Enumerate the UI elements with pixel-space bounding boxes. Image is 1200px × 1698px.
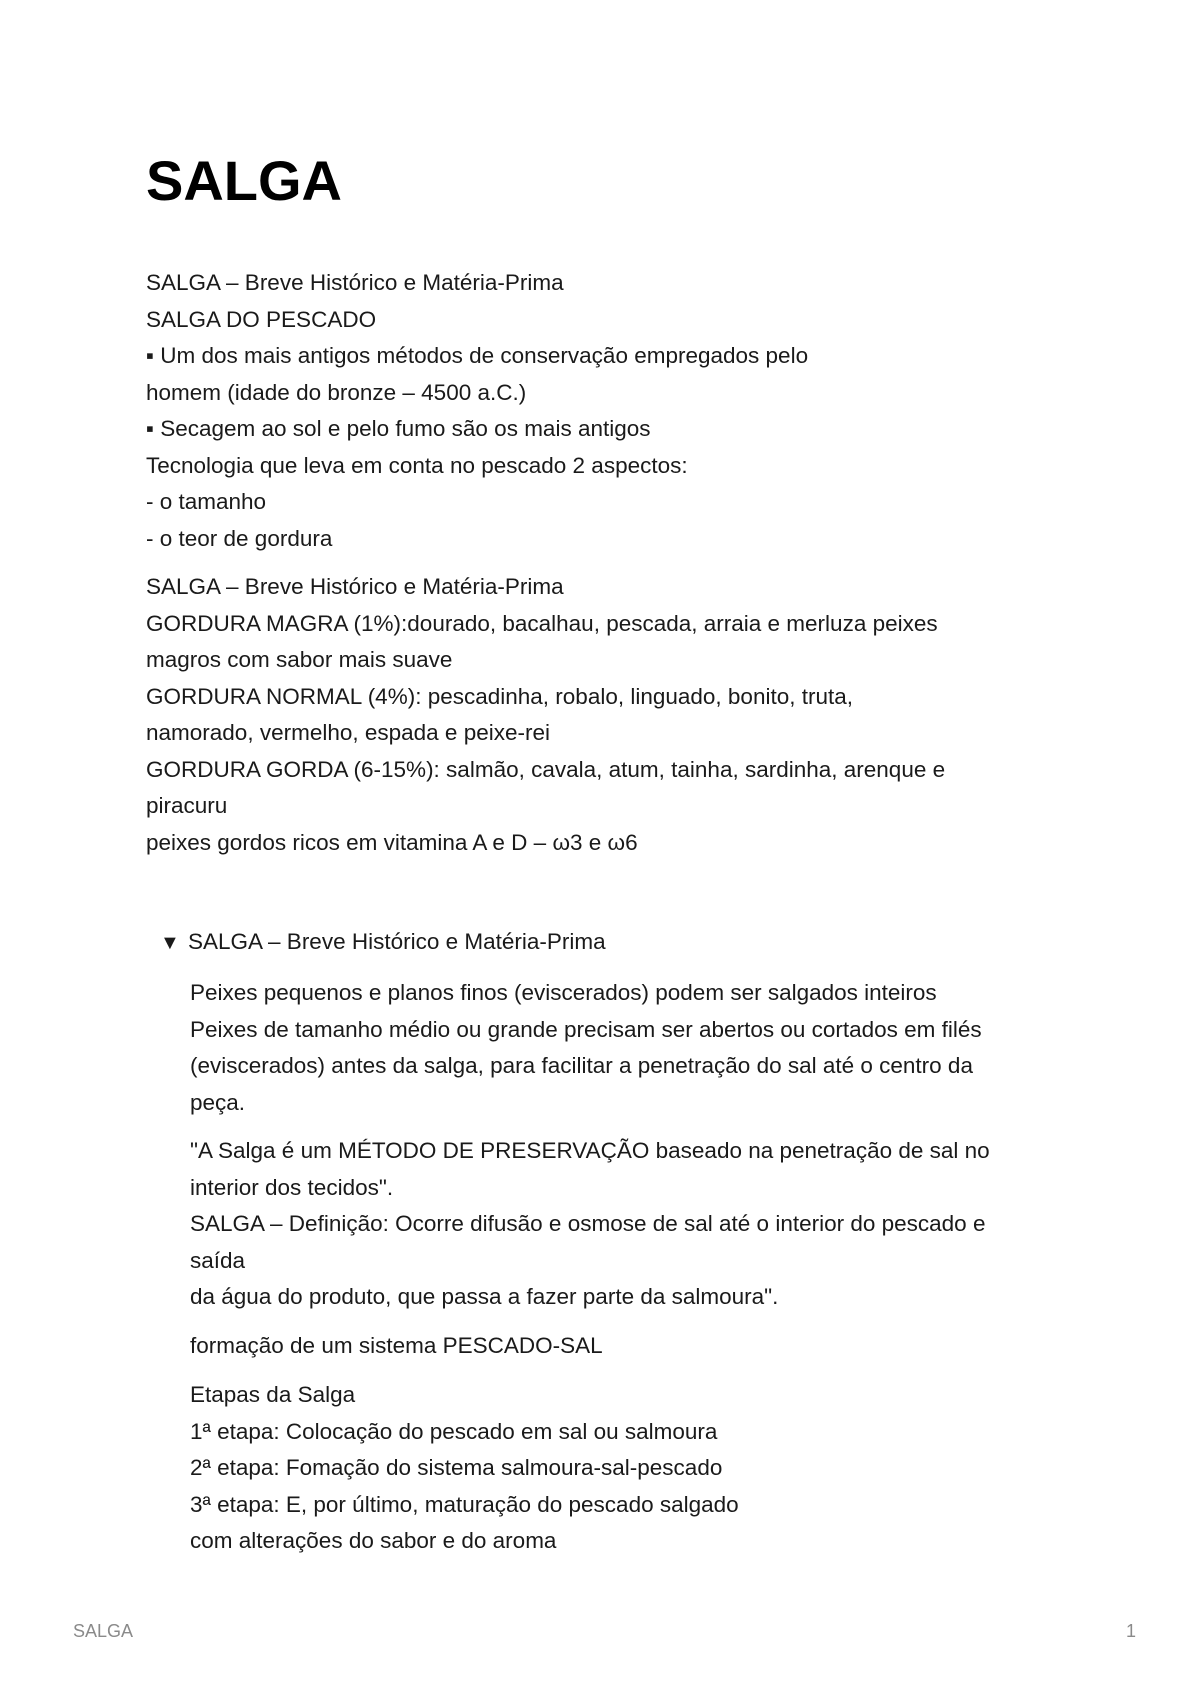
paragraph-text: (eviscerados) antes da salga, para facilitar a penetração do sal até o centro da <box>190 1053 973 1078</box>
paragraph-text: magros com sabor mais suave <box>146 647 453 672</box>
list-item: 1ª etapa: Colocação do pescado em sal ou salmoura <box>190 1418 718 1444</box>
bullet-text: homem (idade do bronze – 4500 a.C.) <box>146 379 527 405</box>
list-item: - o teor de gordura <box>146 525 333 551</box>
list-item: com alterações do sabor e do aroma <box>190 1528 557 1553</box>
paragraph-text: interior dos tecidos". <box>190 1174 394 1200</box>
toggle-heading: SALGA – Breve Histórico e Matéria-Prima <box>188 929 606 954</box>
salting-stages-list <box>190 1377 1080 1560</box>
triangle-down-icon[interactable]: ▼ <box>160 932 180 954</box>
toggle-paragraph <box>190 1133 1080 1316</box>
fat-content-section <box>146 569 1076 861</box>
page-number: 1 <box>1125 1621 1136 1641</box>
paragraph-text: peixes gordos ricos em vitamina A e D – ω3 e ω6 <box>146 829 638 855</box>
paragraph-text: GORDURA NORMAL (4%): pescadinha, robalo, linguado, bonito, truta, <box>146 683 854 709</box>
footer-title: SALGA <box>73 1621 134 1641</box>
paragraph-text: Peixes de tamanho médio ou grande precisam ser abertos ou cortados em filés <box>190 1016 982 1042</box>
section-heading: SALGA – Breve Histórico e Matéria-Prima <box>146 574 564 599</box>
paragraph-text: Tecnologia que leva em conta no pescado 2 aspectos: <box>146 452 688 478</box>
paragraph-text: SALGA – Definição: Ocorre difusão e osmose de sal até o interior do pescado e <box>190 1211 986 1236</box>
list-item: - o tamanho <box>146 489 267 514</box>
toggle-paragraph <box>190 975 1080 1121</box>
paragraph-text: GORDURA GORDA (6-15%): salmão, cavala, atum, tainha, sardinha, arenque e <box>146 756 946 782</box>
paragraph-text: peça. <box>190 1089 246 1115</box>
list-item: 2ª etapa: Fomação do sistema salmoura-sal-pescado <box>190 1455 723 1480</box>
list-item: 3ª etapa: E, por último, maturação do pescado salgado <box>190 1491 739 1517</box>
toggle-paragraph <box>190 1328 1080 1365</box>
paragraph-text: piracuru <box>146 793 228 818</box>
paragraph-text: formação de um sistema PESCADO-SAL <box>190 1333 603 1358</box>
list-heading: Etapas da Salga <box>190 1382 356 1407</box>
paragraph-text: Peixes pequenos e planos finos (eviscerados) podem ser salgados inteiros <box>190 980 937 1005</box>
paragraph-text: "A Salga é um MÉTODO DE PRESERVAÇÃO baseado na penetração de sal no <box>190 1138 990 1163</box>
bullet-text: ▪ Secagem ao sol e pelo fumo são os mais antigos <box>146 416 651 441</box>
section-heading: SALGA – Breve Histórico e Matéria-Prima <box>146 270 564 295</box>
subheading: SALGA DO PESCADO <box>146 306 377 332</box>
paragraph-text: saída <box>190 1247 246 1273</box>
history-section <box>146 265 1076 557</box>
bullet-text: ▪ Um dos mais antigos métodos de conservação empregados pelo <box>146 343 809 368</box>
toggle-block-header[interactable] <box>160 924 606 962</box>
paragraph-text: da água do produto, que passa a fazer parte da salmoura". <box>190 1284 779 1309</box>
paragraph-text: GORDURA MAGRA (1%):dourado, bacalhau, pescada, arraia e merluza peixes <box>146 610 938 636</box>
paragraph-text: namorado, vermelho, espada e peixe-rei <box>146 720 550 745</box>
page-title: SALGA <box>146 149 342 212</box>
